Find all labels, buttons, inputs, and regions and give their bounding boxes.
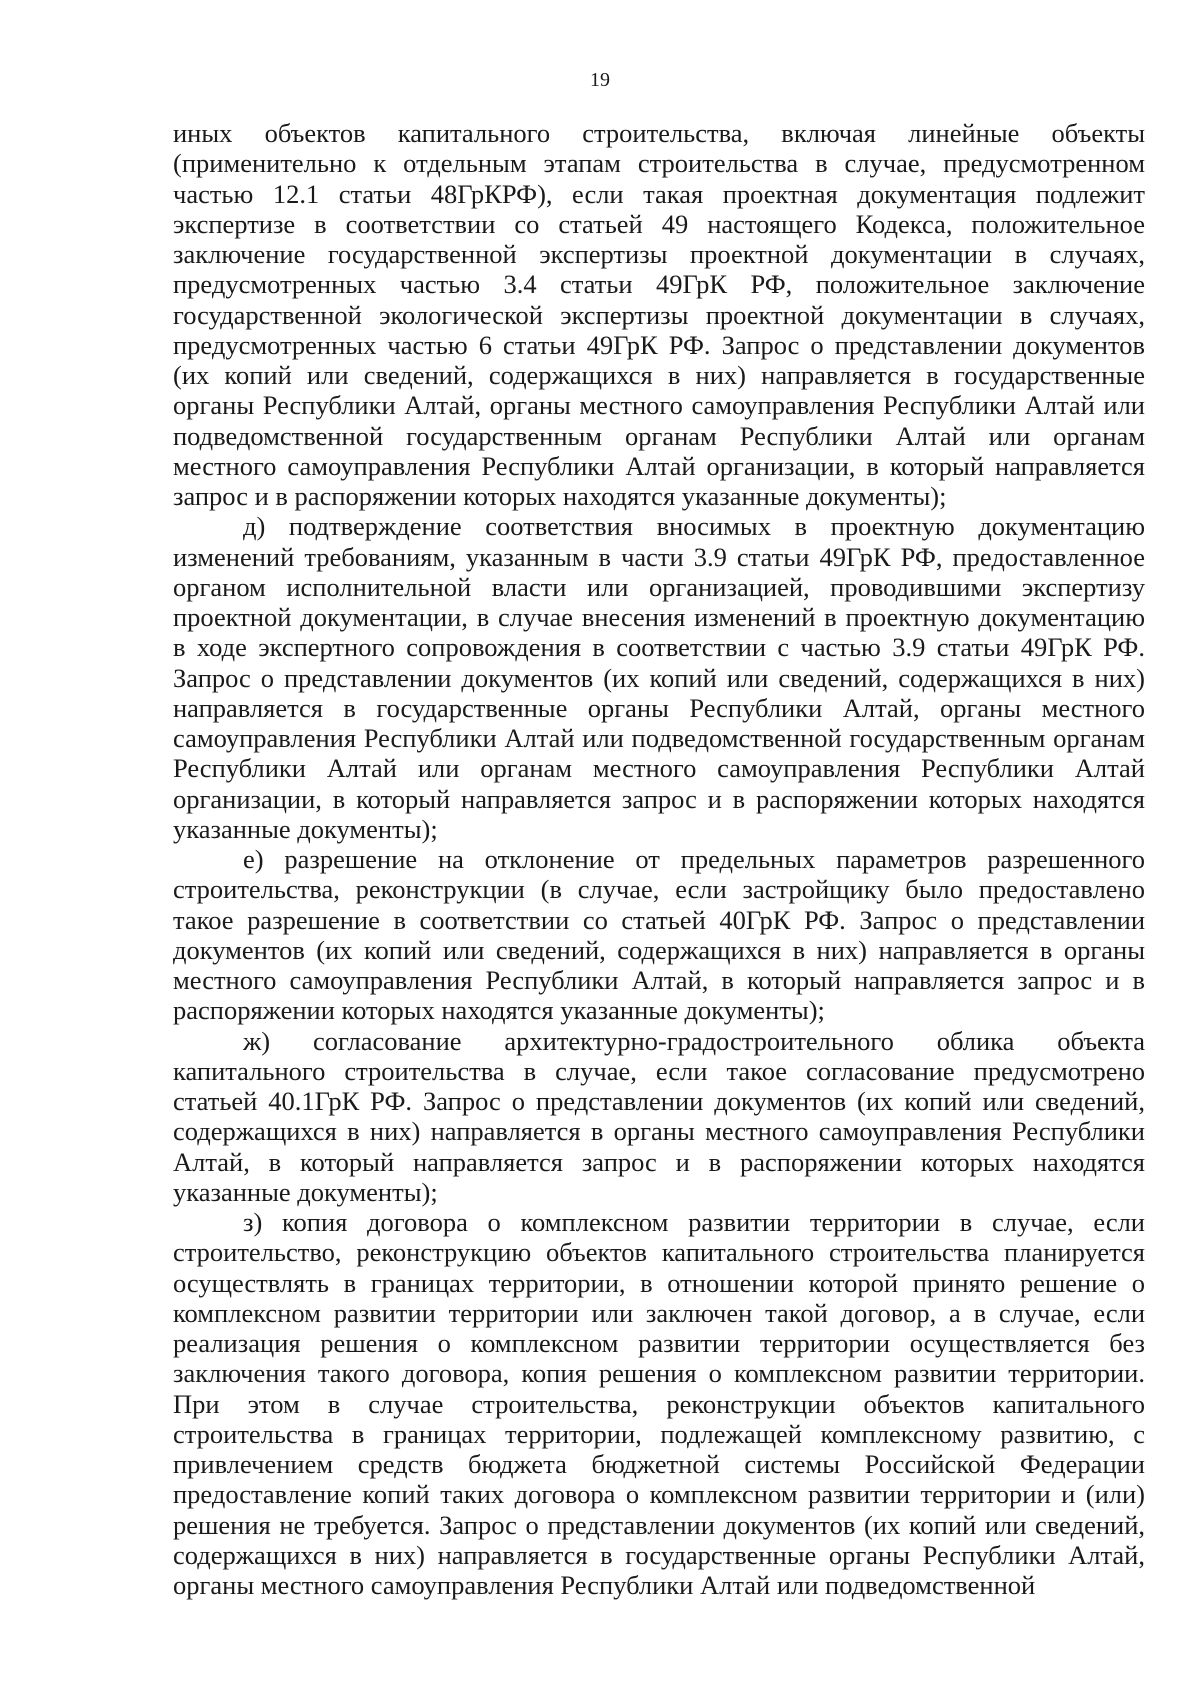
paragraph-continuation: иных объектов капитального строительства, включая линейные объекты (применительно к отдельным этапам строительства в случае, предусмотренном частью 12.1 статьи 48ГрКРФ), если такая проектная документация подлежит экспертизе в соответствии со статьей 49 настоящего Кодекса, положительное заключение государственной экспертизы проектной документации в случаях, предусмотренных частью 3.4 статьи 49ГрК РФ, положительное заключение государственной экологической экспертизы проектной документации в случаях, предусмотренных частью 6 статьи 49ГрК РФ. Запрос о представлении документов (их копий или сведений, содержащихся в них) направляется в государственные органы Республики Алтай, органы местного самоуправления Республики Алтай или подведомственной государственным органам Республики Алтай или органам местного самоуправления Республики Алтай организации, в который направляется запрос и в распоряжении которых находятся указанные документы); [173,118,1145,511]
paragraph-item-d: д) подтверждение соответствия вносимых в проектную документацию изменений требованиям, указанным в части 3.9 статьи 49ГрК РФ, предоставленное органом исполнительной власти или организацией, проводившими экспертизу проектной документации, в случае внесения изменений в проектную документацию в ходе экспертного сопровождения в соответствии с частью 3.9 статьи 49ГрК РФ. Запрос о представлении документов (их копий или сведений, содержащихся в них) направляется в государственные органы Республики Алтай, органы местного самоуправления Республики Алтай или подведомственной государственным органам Республики Алтай или органам местного самоуправления Республики Алтай организации, в который направляется запрос и в распоряжении которых находятся указанные документы); [173,511,1145,844]
paragraph-item-e: е) разрешение на отклонение от предельных параметров разрешенного строительства, реконструкции (в случае, если застройщику было предоставлено такое разрешение в соответствии со статьей 40ГрК РФ. Запрос о представлении документов (их копий или сведений, содержащихся в них) направляется в органы местного самоуправления Республики Алтай, в который направляется запрос и в распоряжении которых находятся указанные документы); [173,844,1145,1026]
paragraph-item-z: з) копия договора о комплексном развитии территории в случае, если строительство, реконструкцию объектов капитального строительства планируется осуществлять в границах территории, в отношении которой принято решение о комплексном развитии территории или заключен такой договор, а в случае, если реализация решения о комплексном развитии территории осуществляется без заключения такого договора, копия решения о комплексном развитии территории. При этом в случае строительства, реконструкции объектов капитального строительства в границах территории, подлежащей комплексному развитию, с привлечением средств бюджета бюджетной системы Российской Федерации предоставление копий таких договора о комплексном развитии территории и (или) решения не требуется. Запрос о представлении документов (их копий или сведений, содержащихся в них) направляется в государственные органы Республики Алтай, органы местного самоуправления Республики Алтай или подведомственной [173,1207,1145,1600]
document-body [173,118,1145,1600]
page-number: 19 [590,69,610,91]
paragraph-item-zh: ж) согласование архитектурно-градостроительного облика объекта капитального строительства в случае, если такое согласование предусмотрено статьей 40.1ГрК РФ. Запрос о представлении документов (их копий или сведений, содержащихся в них) направляется в органы местного самоуправления Республики Алтай, в который направляется запрос и в распоряжении которых находятся указанные документы); [173,1025,1145,1207]
